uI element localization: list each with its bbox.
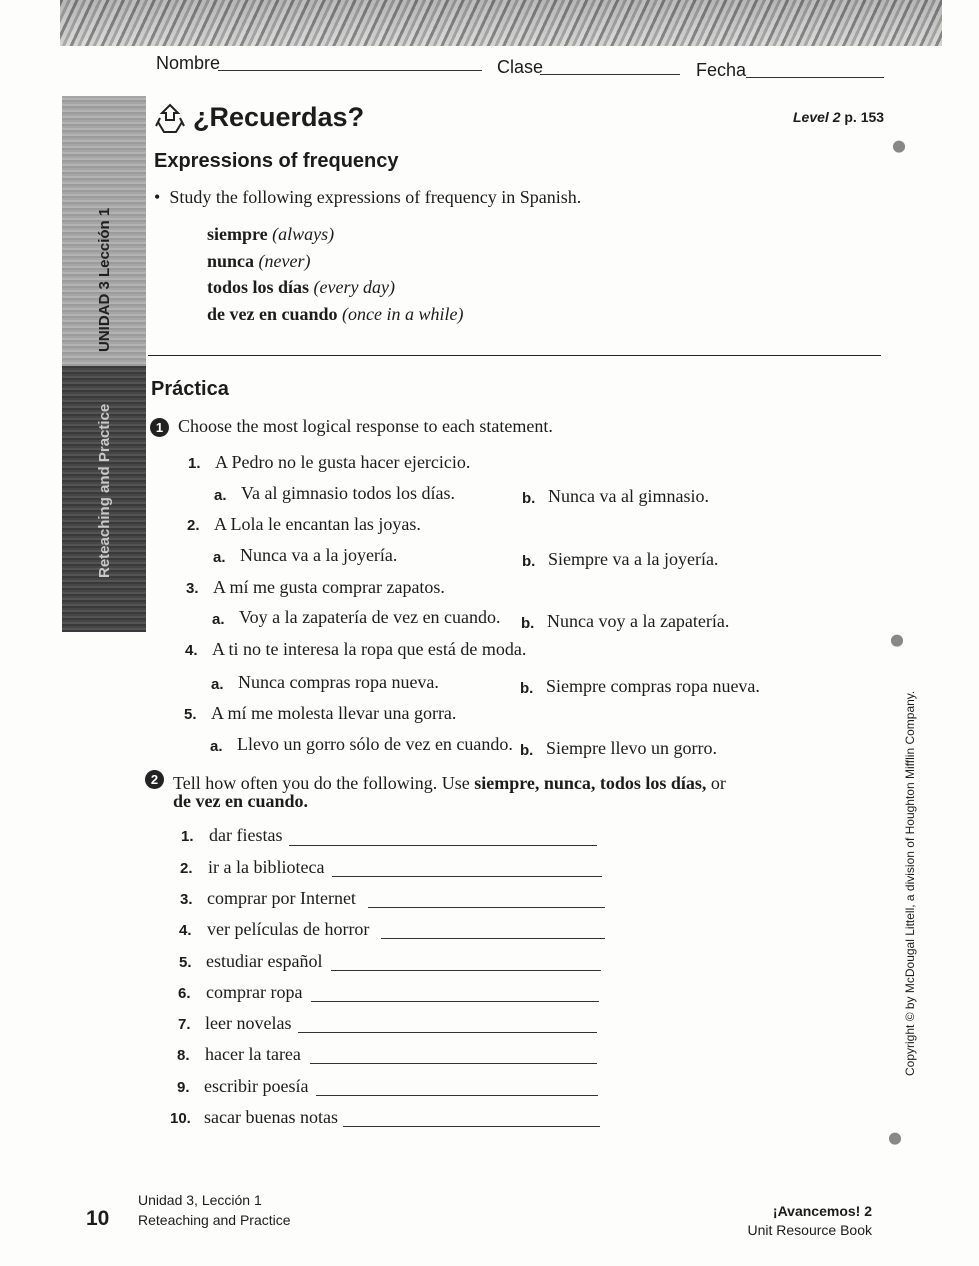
item-text: ir a la biblioteca [208, 857, 325, 877]
fecha-label: Fecha [696, 60, 747, 80]
option-b-label: b. [522, 490, 536, 507]
option-b-label: b. [520, 742, 534, 759]
practice-title: Práctica [151, 378, 229, 400]
option-a-text: Llevo un gorro sólo de vez en cuando. [237, 734, 513, 754]
option-a-label: a. [210, 738, 223, 755]
item-number: 4. [179, 922, 192, 939]
expression-item: siempre (always) [207, 224, 335, 244]
page-number: 10 [86, 1207, 110, 1230]
exercise-1-instruction: Choose the most logical response to each statement. [178, 416, 553, 436]
footer-book-subtitle: Unit Resource Book [747, 1222, 872, 1238]
section-tab-label: Reteaching and Practice [96, 403, 113, 578]
binder-clip-mark: ⦁ [890, 622, 905, 655]
expression-item: nunca (never) [207, 250, 311, 271]
option-a-label: a. [214, 487, 227, 504]
intro-sentence: Study the following expressions of frequency in Spanish. [169, 187, 582, 207]
item-text: leer novelas [205, 1013, 292, 1033]
item-number: 9. [177, 1079, 190, 1096]
option-a-text: Va al gimnasio todos los días. [241, 483, 455, 503]
item-text: escribir poesía [204, 1076, 309, 1096]
item-number: 1. [181, 828, 194, 845]
answer-line[interactable] [381, 938, 605, 939]
bullet: • [154, 187, 161, 207]
page-title: ¿Recuerdas? [193, 102, 365, 132]
item-statement: A mí me gusta comprar zapatos. [213, 577, 445, 597]
option-b-text: Siempre compras ropa nueva. [546, 676, 760, 696]
unit-side-tab [62, 96, 146, 366]
item-number: 2. [187, 517, 200, 534]
clase-label: Clase [497, 57, 544, 77]
binder-clip-mark: ⦁ [888, 1120, 903, 1153]
answer-line[interactable] [298, 1032, 597, 1033]
option-b-text: Siempre va a la joyería. [548, 549, 719, 569]
item-number: 1. [188, 455, 201, 472]
item-text: comprar por Internet [207, 888, 356, 908]
item-text: sacar buenas notas [204, 1107, 338, 1127]
item-number: 7. [178, 1016, 191, 1033]
item-text: hacer la tarea [205, 1044, 301, 1064]
instruction-words: siempre, nunca, todos los días, [474, 773, 707, 793]
answer-line[interactable] [332, 876, 602, 877]
option-a-label: a. [211, 676, 224, 693]
item-statement: A Lola le encantan las joyas. [214, 514, 421, 534]
expression-list [207, 221, 463, 327]
expression-item: todos los días (every day) [207, 277, 395, 297]
fecha-line [746, 77, 884, 78]
nombre-line [218, 70, 482, 71]
exercise-2-instruction-cont: de vez en cuando. [173, 791, 308, 811]
answer-line[interactable] [310, 1063, 597, 1064]
item-number: 2. [180, 860, 193, 877]
option-b-label: b. [521, 615, 535, 632]
answer-line[interactable] [289, 845, 597, 846]
item-statement: A ti no te interesa la ropa que está de moda. [212, 639, 527, 659]
decorative-top-band [60, 0, 942, 46]
option-a-label: a. [213, 549, 226, 566]
section-side-tab [62, 366, 146, 632]
item-number: 4. [185, 642, 198, 659]
item-text: comprar ropa [206, 982, 303, 1002]
item-text: estudiar español [206, 951, 323, 971]
answer-line[interactable] [331, 970, 601, 971]
answer-line[interactable] [311, 1001, 599, 1002]
exercise-1-number: 1 [150, 418, 169, 437]
item-statement: A mí me molesta llevar una gorra. [211, 703, 457, 723]
option-b-text: Nunca va al gimnasio. [548, 486, 709, 506]
level-label: Level 2 [793, 109, 841, 125]
footer-book-title: ¡Avancemos! 2 [772, 1203, 872, 1219]
answer-line[interactable] [368, 907, 605, 908]
binder-clip-mark: ⦁ [892, 128, 907, 161]
option-a-text: Nunca va a la joyería. [240, 545, 398, 565]
item-number: 5. [179, 954, 192, 971]
copyright-notice: Copyright © by McDougal Littell, a division of Houghton Mifflin Company. [903, 690, 917, 1076]
footer-section: Reteaching and Practice [138, 1212, 291, 1228]
option-b-text: Nunca voy a la zapatería. [547, 611, 730, 631]
item-number: 5. [184, 706, 197, 723]
option-b-text: Siempre llevo un gorro. [546, 738, 717, 758]
answer-line[interactable] [316, 1095, 598, 1096]
instruction-or: or [710, 773, 726, 793]
option-a-text: Nunca compras ropa nueva. [238, 672, 439, 692]
section-divider [148, 355, 881, 356]
level-page: p. 153 [844, 109, 885, 125]
item-number: 10. [170, 1110, 191, 1127]
expression-item: de vez en cuando (once in a while) [207, 303, 464, 324]
option-b-label: b. [520, 680, 534, 697]
item-number: 8. [177, 1047, 190, 1064]
answer-line[interactable] [343, 1126, 600, 1127]
item-number: 3. [186, 580, 199, 597]
clase-line [540, 74, 680, 75]
nombre-label: Nombre [156, 53, 221, 73]
item-number: 3. [180, 891, 193, 908]
exercise-2-number: 2 [145, 770, 164, 789]
instruction-text: Tell how often you do the following. Use [173, 773, 470, 793]
section-subtitle: Expressions of frequency [154, 150, 399, 172]
option-b-label: b. [522, 553, 536, 570]
footer-unit: Unidad 3, Lección 1 [138, 1192, 262, 1208]
option-a-label: a. [212, 611, 225, 628]
item-statement: A Pedro no le gusta hacer ejercicio. [215, 452, 471, 472]
item-text: ver películas de horror [207, 919, 370, 939]
intro-text [154, 187, 581, 208]
level-reference [793, 109, 884, 125]
unit-tab-label: UNIDAD 3 Lección 1 [96, 207, 113, 352]
item-text: dar fiestas [209, 825, 283, 845]
item-number: 6. [178, 985, 191, 1002]
recycle-icon [154, 102, 186, 141]
option-a-text: Voy a la zapatería de vez en cuando. [239, 607, 501, 627]
